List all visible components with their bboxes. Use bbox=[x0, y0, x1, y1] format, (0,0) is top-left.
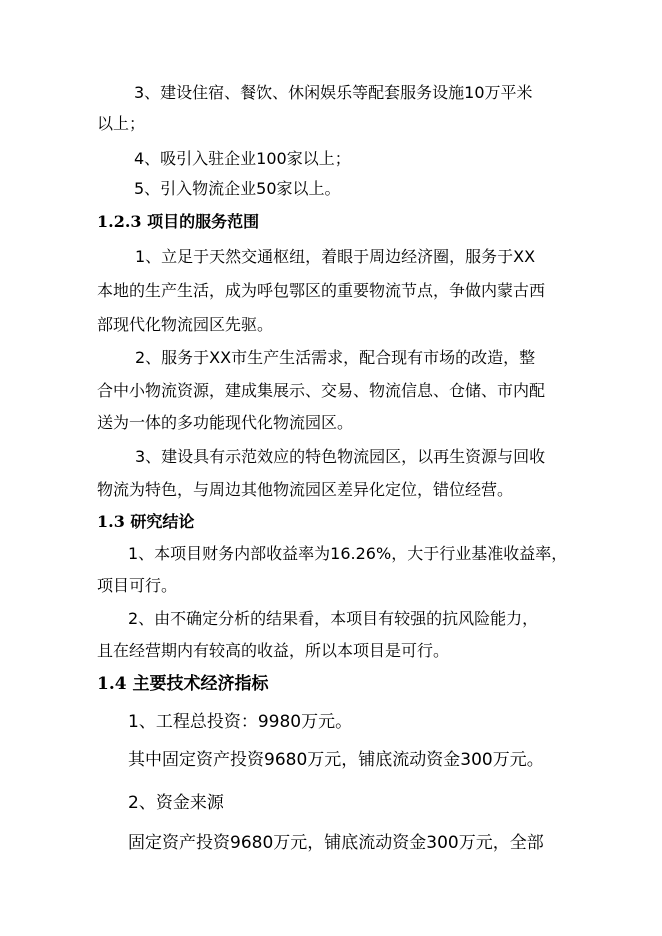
paragraph-line: 且在经营期内有较高的收益，所以本项目是可行。 bbox=[97, 641, 450, 660]
paragraph-line: 2、资金来源 bbox=[128, 793, 224, 813]
paragraph-line: 1、本项目财务内部收益率为16.26%，大于行业基准收益率， bbox=[128, 544, 568, 563]
section-heading: 1.4 主要技术经济指标 bbox=[97, 674, 269, 694]
section-heading: 1.2.3 项目的服务范围 bbox=[97, 212, 260, 231]
paragraph-line: 本地的生产生活，成为呼包鄂区的重要物流节点，争做内蒙古西 bbox=[97, 281, 546, 300]
paragraph-line: 物流为特色，与周边其他物流园区差异化定位，错位经营。 bbox=[97, 480, 514, 499]
paragraph-line: 3、建设具有示范效应的特色物流园区，以再生资源与回收 bbox=[135, 447, 546, 466]
paragraph-line: 1、工程总投资：9980万元。 bbox=[128, 712, 353, 732]
section-heading: 1.3 研究结论 bbox=[97, 512, 195, 531]
paragraph-line: 2、服务于XX市生产生活需求，配合现有市场的改造，整 bbox=[135, 348, 536, 367]
paragraph-line: 以上； bbox=[97, 114, 146, 133]
paragraph-line: 其中固定资产投资9680万元，铺底流动资金300万元。 bbox=[128, 750, 544, 770]
paragraph-line: 2、由不确定分析的结果看，本项目有较强的抗风险能力， bbox=[128, 609, 539, 628]
paragraph-line: 送为一体的多功能现代化物流园区。 bbox=[97, 413, 354, 432]
paragraph-line: 项目可行。 bbox=[97, 576, 178, 595]
paragraph-line: 1、立足于天然交通枢纽，着眼于周边经济圈，服务于XX bbox=[135, 247, 536, 266]
paragraph-line: 合中小物流资源，建成集展示、交易、物流信息、仓储、市内配 bbox=[97, 381, 546, 400]
paragraph-line: 4、吸引入驻企业100家以上； bbox=[134, 149, 351, 168]
paragraph-line: 固定资产投资9680万元，铺底流动资金300万元，全部 bbox=[128, 833, 544, 853]
paragraph-line: 3、建设住宿、餐饮、休闲娱乐等配套服务设施10万平米 bbox=[134, 83, 533, 102]
paragraph-line: 部现代化物流园区先驱。 bbox=[97, 315, 274, 334]
paragraph-line: 5、引入物流企业50家以上。 bbox=[134, 179, 341, 198]
